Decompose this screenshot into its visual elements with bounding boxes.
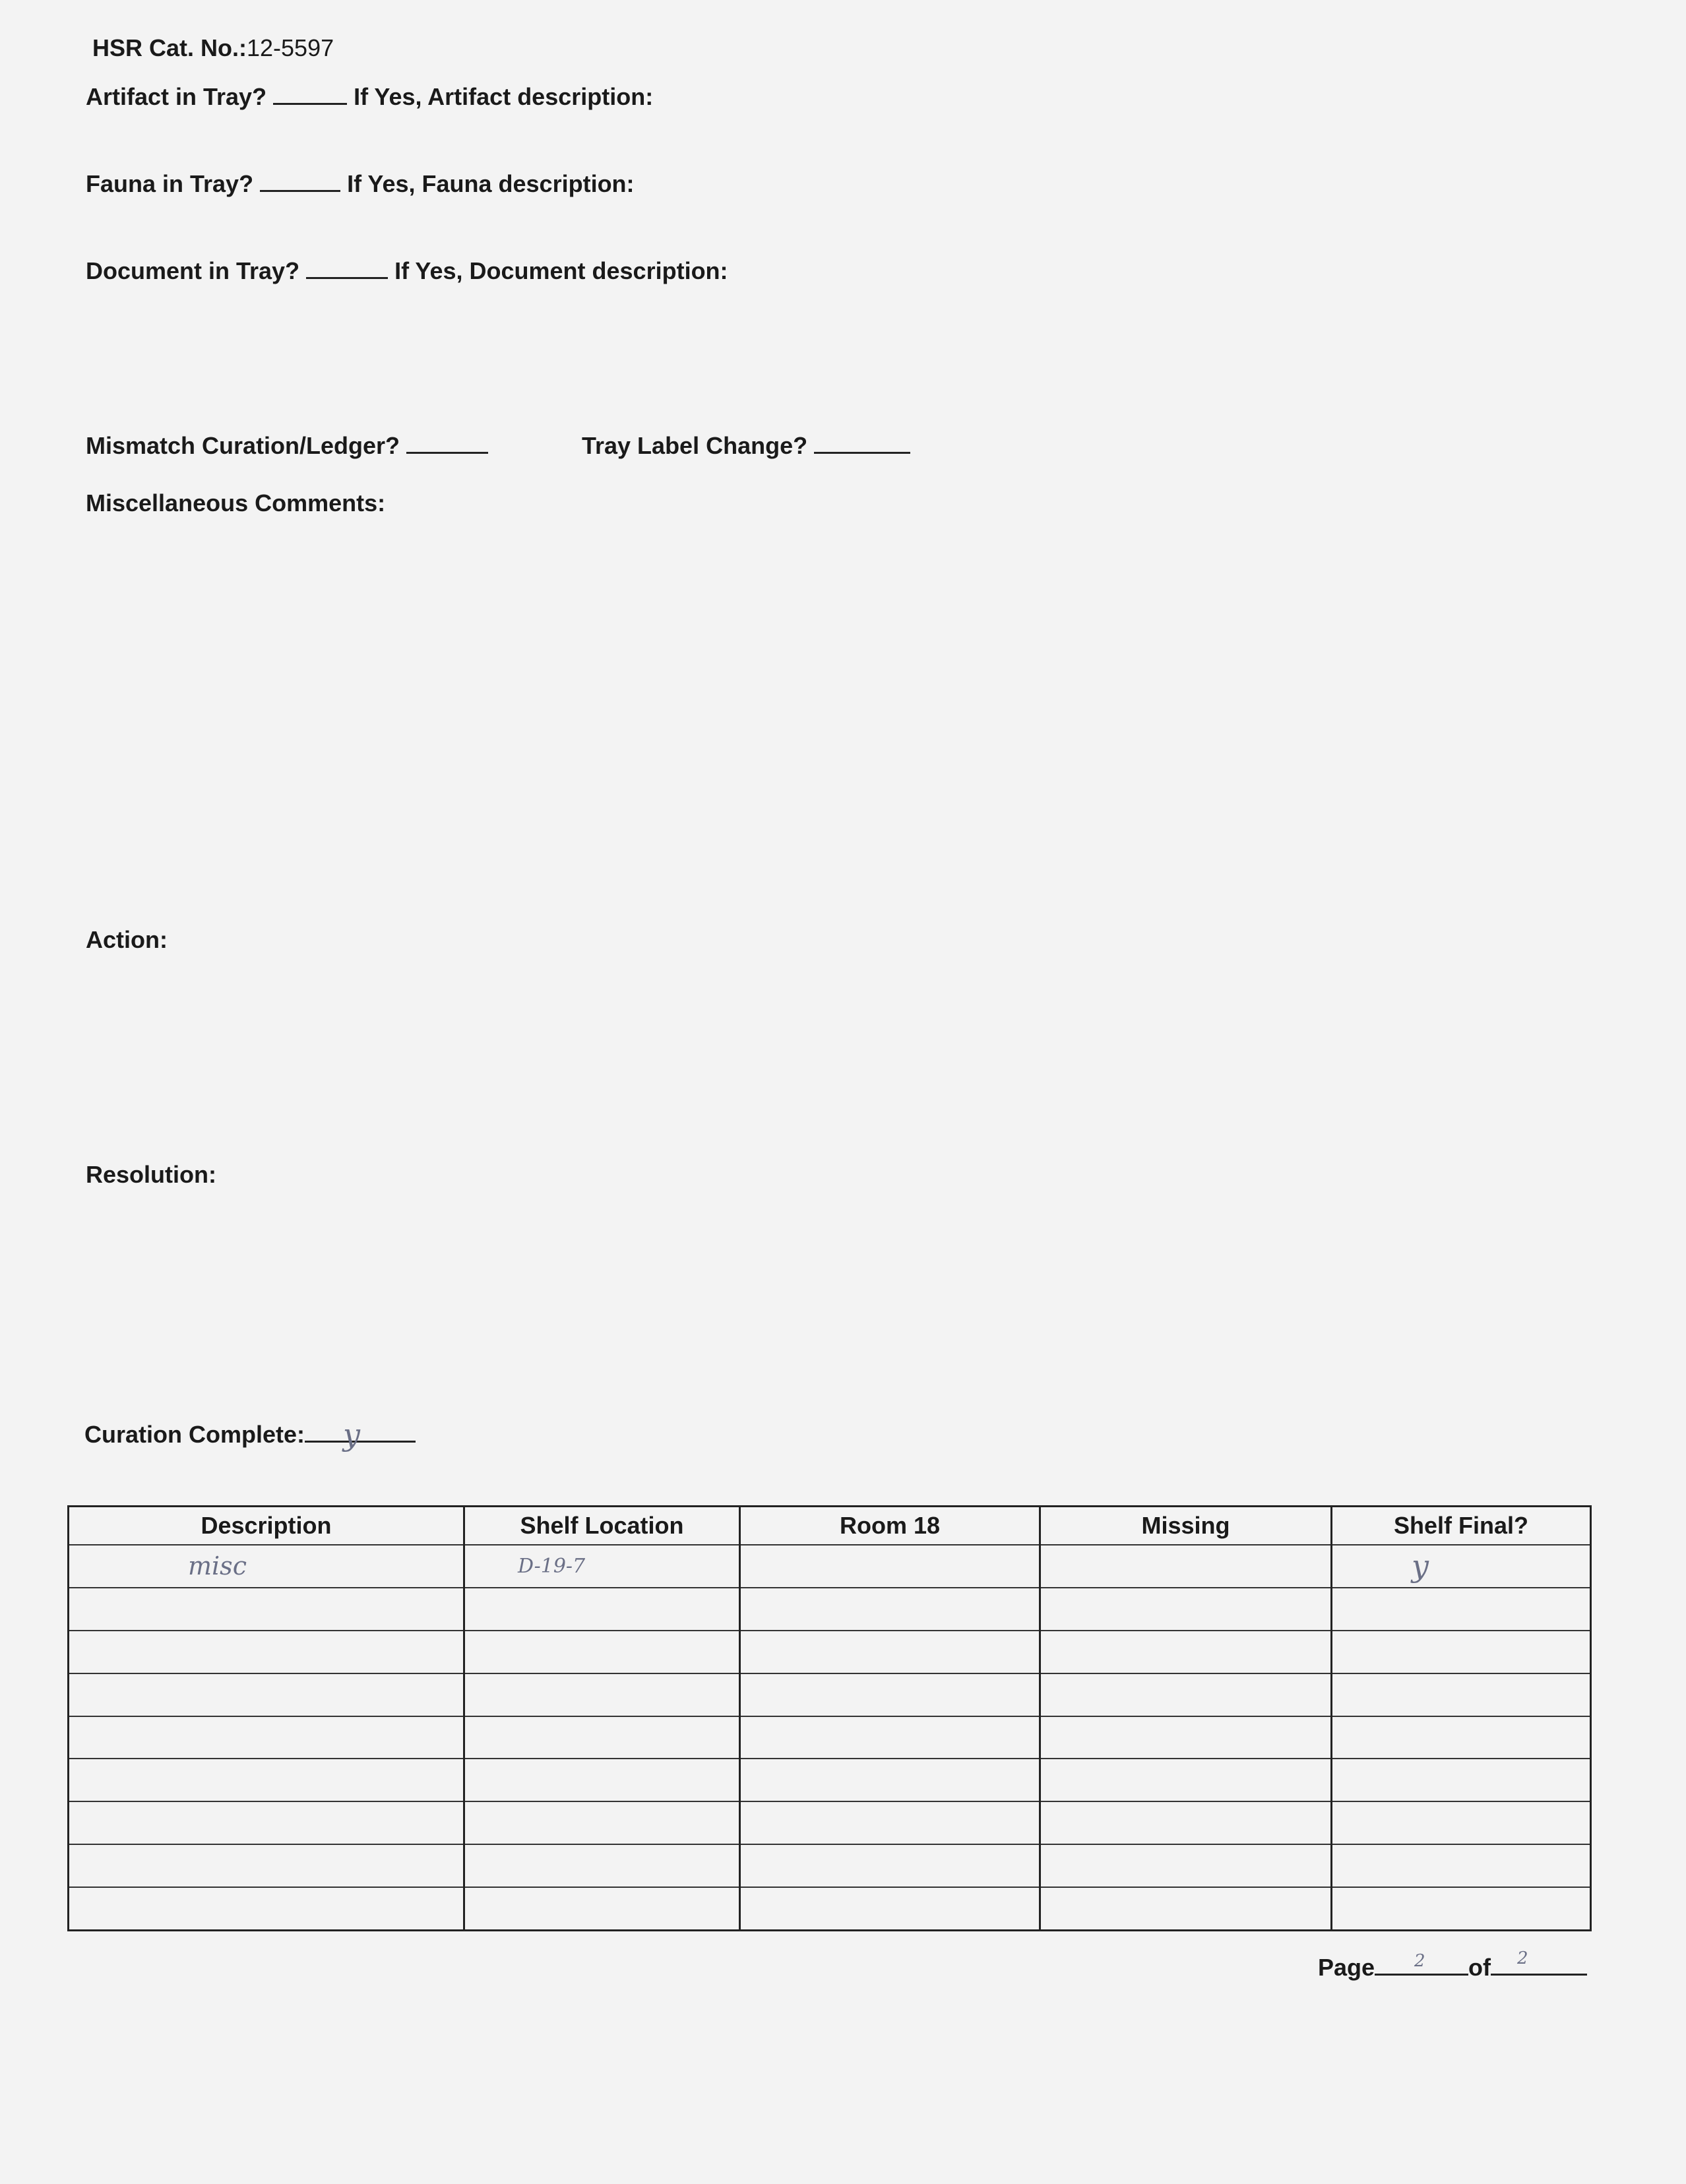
- cell-shelf-final[interactable]: [1332, 1716, 1591, 1759]
- cell-room-18[interactable]: [740, 1631, 1040, 1673]
- cell-shelf-location[interactable]: D-19-7: [464, 1545, 740, 1588]
- inventory-table: [67, 1505, 1592, 1931]
- document-answer-field[interactable]: [306, 257, 388, 279]
- cell-missing[interactable]: [1040, 1887, 1332, 1931]
- cell-shelf-location[interactable]: [464, 1631, 740, 1673]
- table-row: [69, 1631, 1591, 1673]
- page-total-value: 2: [1517, 1949, 1528, 1968]
- cell-room-18[interactable]: [740, 1716, 1040, 1759]
- page-total-field[interactable]: [1491, 1949, 1587, 1976]
- artifact-answer-field[interactable]: [273, 83, 347, 105]
- cell-shelf-final[interactable]: y: [1332, 1545, 1591, 1588]
- fauna-row: [86, 170, 635, 198]
- cell-description[interactable]: [69, 1631, 464, 1673]
- document-row: [86, 257, 728, 285]
- table-row: [69, 1716, 1591, 1759]
- page-number-value: 2: [1414, 1951, 1425, 1971]
- curation-complete-label: Curation Complete:: [84, 1421, 305, 1448]
- cell-shelf-final[interactable]: [1332, 1673, 1591, 1716]
- fauna-description-label: If Yes, Fauna description:: [347, 170, 635, 197]
- page-number-field[interactable]: [1375, 1951, 1468, 1976]
- cell-description[interactable]: [69, 1759, 464, 1801]
- col-header-description: Description: [69, 1507, 464, 1545]
- table-header-row: [69, 1507, 1591, 1545]
- cell-shelf-final[interactable]: [1332, 1631, 1591, 1673]
- cell-room-18[interactable]: [740, 1801, 1040, 1844]
- curation-complete-row: [84, 1417, 416, 1452]
- action-label: Action:: [86, 926, 168, 953]
- cell-shelf-location[interactable]: [464, 1801, 740, 1844]
- cell-shelf-location[interactable]: [464, 1588, 740, 1631]
- cell-shelf-final[interactable]: [1332, 1759, 1591, 1801]
- cell-missing[interactable]: [1040, 1673, 1332, 1716]
- cell-description[interactable]: [69, 1801, 464, 1844]
- artifact-question: Artifact in Tray?: [86, 83, 267, 110]
- cell-room-18[interactable]: [740, 1759, 1040, 1801]
- table-row: [69, 1887, 1591, 1931]
- misc-comments-label: Miscellaneous Comments:: [86, 489, 386, 516]
- table-row: [69, 1759, 1591, 1801]
- table-row: [69, 1588, 1591, 1631]
- document-description-label: If Yes, Document description:: [394, 257, 728, 284]
- of-label: of: [1468, 1954, 1491, 1981]
- cell-room-18[interactable]: [740, 1887, 1040, 1931]
- cell-missing[interactable]: [1040, 1759, 1332, 1801]
- cell-description[interactable]: [69, 1887, 464, 1931]
- tray-label-row: [582, 432, 910, 460]
- cell-missing[interactable]: [1040, 1545, 1332, 1588]
- cell-room-18[interactable]: [740, 1545, 1040, 1588]
- cell-missing[interactable]: [1040, 1588, 1332, 1631]
- col-header-room-18: Room 18: [740, 1507, 1040, 1545]
- cell-description[interactable]: [69, 1844, 464, 1887]
- cell-shelf-final[interactable]: [1332, 1887, 1591, 1931]
- curation-complete-value: y: [343, 1417, 361, 1452]
- cell-room-18[interactable]: [740, 1844, 1040, 1887]
- cell-room-18[interactable]: [740, 1673, 1040, 1716]
- catalog-number-label: HSR Cat. No.:: [92, 34, 247, 61]
- cell-shelf-final[interactable]: [1332, 1844, 1591, 1887]
- cell-description[interactable]: [69, 1588, 464, 1631]
- page-indicator: [1318, 1949, 1587, 1981]
- mismatch-answer-field[interactable]: [406, 432, 488, 454]
- cell-description[interactable]: [69, 1716, 464, 1759]
- fauna-answer-field[interactable]: [260, 170, 340, 192]
- tray-label-answer-field[interactable]: [814, 432, 910, 454]
- cell-shelf-location[interactable]: [464, 1844, 740, 1887]
- col-header-shelf-final: Shelf Final?: [1332, 1507, 1591, 1545]
- table-row: [69, 1801, 1591, 1844]
- cell-description[interactable]: misc: [69, 1545, 464, 1588]
- cell-shelf-final[interactable]: [1332, 1588, 1591, 1631]
- table-row: [69, 1545, 1591, 1588]
- page-label: Page: [1318, 1954, 1375, 1981]
- artifact-row: [86, 83, 653, 111]
- cell-description[interactable]: [69, 1673, 464, 1716]
- tray-label-question: Tray Label Change?: [582, 432, 808, 459]
- artifact-description-label: If Yes, Artifact description:: [354, 83, 654, 110]
- table-row: [69, 1844, 1591, 1887]
- col-header-shelf-location: Shelf Location: [464, 1507, 740, 1545]
- fauna-question: Fauna in Tray?: [86, 170, 254, 197]
- cell-missing[interactable]: [1040, 1631, 1332, 1673]
- cell-shelf-location[interactable]: [464, 1887, 740, 1931]
- mismatch-question: Mismatch Curation/Ledger?: [86, 432, 400, 459]
- cell-room-18[interactable]: [740, 1588, 1040, 1631]
- cell-missing[interactable]: [1040, 1801, 1332, 1844]
- curation-complete-field[interactable]: [305, 1417, 416, 1452]
- catalog-number-value: 12-5597: [247, 34, 334, 61]
- document-question: Document in Tray?: [86, 257, 300, 284]
- cell-missing[interactable]: [1040, 1844, 1332, 1887]
- cell-shelf-final[interactable]: [1332, 1801, 1591, 1844]
- resolution-label: Resolution:: [86, 1161, 216, 1188]
- catalog-number: [92, 34, 334, 62]
- cell-missing[interactable]: [1040, 1716, 1332, 1759]
- col-header-missing: Missing: [1040, 1507, 1332, 1545]
- mismatch-row: [86, 432, 488, 460]
- table-row: [69, 1673, 1591, 1716]
- cell-shelf-location[interactable]: [464, 1759, 740, 1801]
- cell-shelf-location[interactable]: [464, 1673, 740, 1716]
- cell-shelf-location[interactable]: [464, 1716, 740, 1759]
